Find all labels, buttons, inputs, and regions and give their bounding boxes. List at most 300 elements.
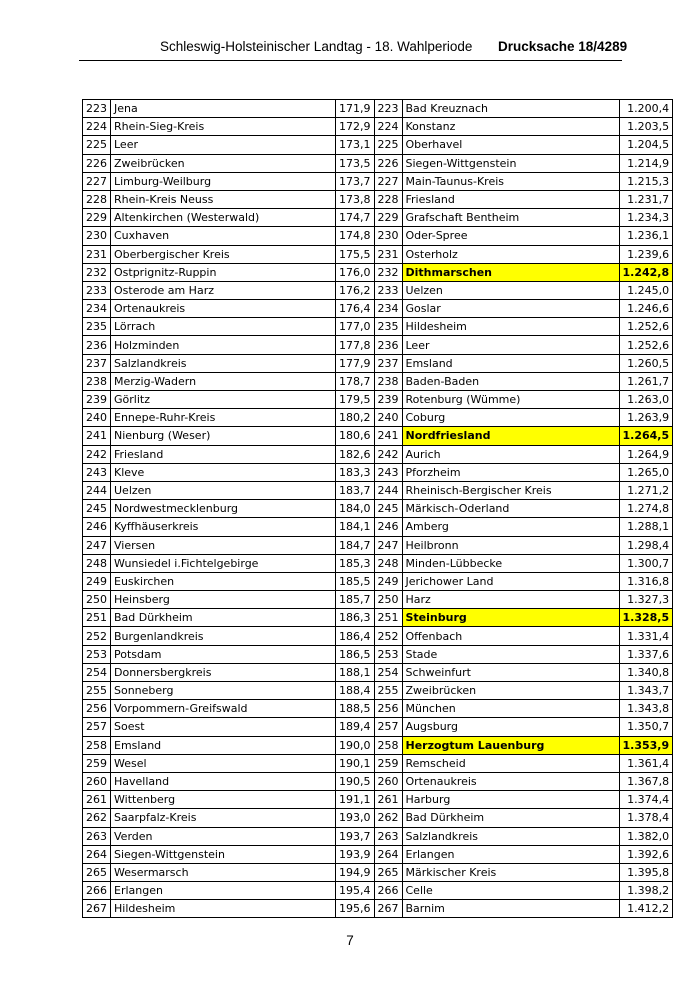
table-row <box>83 372 673 390</box>
ranking-table-body <box>83 100 673 918</box>
left-rank-cell: 229 <box>83 209 111 227</box>
right-district-cell: Osterholz <box>402 245 619 263</box>
right-district-cell: Offenbach <box>402 627 619 645</box>
right-rank-cell: 264 <box>374 845 402 863</box>
right-rank-cell: 244 <box>374 481 402 499</box>
right-value-cell: 1.236,1 <box>619 227 673 245</box>
right-rank-cell: 256 <box>374 700 402 718</box>
table-row <box>83 463 673 481</box>
left-rank-cell: 228 <box>83 190 111 208</box>
table-row <box>83 900 673 918</box>
left-value-cell: 195,4 <box>336 882 375 900</box>
table-row <box>83 300 673 318</box>
right-district-cell: Märkischer Kreis <box>402 863 619 881</box>
left-value-cell: 173,7 <box>336 172 375 190</box>
table-row <box>83 500 673 518</box>
table-row <box>83 281 673 299</box>
left-district-cell: Osterode am Harz <box>111 281 336 299</box>
right-value-cell: 1.274,8 <box>619 500 673 518</box>
right-district-cell: Main-Taunus-Kreis <box>402 172 619 190</box>
left-rank-cell: 244 <box>83 481 111 499</box>
right-rank-cell: 245 <box>374 500 402 518</box>
left-rank-cell: 241 <box>83 427 111 445</box>
right-value-cell: 1.398,2 <box>619 882 673 900</box>
table-row <box>83 445 673 463</box>
table-row <box>83 118 673 136</box>
left-rank-cell: 243 <box>83 463 111 481</box>
table-row <box>83 318 673 336</box>
ranking-table <box>82 99 673 918</box>
left-value-cell: 182,6 <box>336 445 375 463</box>
right-value-cell: 1.298,4 <box>619 536 673 554</box>
right-value-cell: 1.252,6 <box>619 336 673 354</box>
left-value-cell: 190,5 <box>336 772 375 790</box>
left-rank-cell: 234 <box>83 300 111 318</box>
table-row <box>83 572 673 590</box>
right-rank-cell: 254 <box>374 663 402 681</box>
left-district-cell: Donnersbergkreis <box>111 663 336 681</box>
right-value-cell: 1.234,3 <box>619 209 673 227</box>
left-district-cell: Uelzen <box>111 481 336 499</box>
left-rank-cell: 254 <box>83 663 111 681</box>
left-rank-cell: 251 <box>83 609 111 627</box>
left-rank-cell: 259 <box>83 754 111 772</box>
table-row <box>83 772 673 790</box>
right-district-cell: Hildesheim <box>402 318 619 336</box>
left-district-cell: Jena <box>111 100 336 118</box>
left-district-cell: Nienburg (Weser) <box>111 427 336 445</box>
left-rank-cell: 260 <box>83 772 111 790</box>
right-rank-cell: 257 <box>374 718 402 736</box>
table-row <box>83 645 673 663</box>
right-rank-cell: 263 <box>374 827 402 845</box>
left-rank-cell: 263 <box>83 827 111 845</box>
left-district-cell: Holzminden <box>111 336 336 354</box>
left-rank-cell: 252 <box>83 627 111 645</box>
right-district-cell: Jerichower Land <box>402 572 619 590</box>
right-value-cell: 1.264,5 <box>619 427 673 445</box>
left-value-cell: 176,0 <box>336 263 375 281</box>
left-rank-cell: 255 <box>83 682 111 700</box>
left-district-cell: Potsdam <box>111 645 336 663</box>
left-district-cell: Altenkirchen (Westerwald) <box>111 209 336 227</box>
right-value-cell: 1.264,9 <box>619 445 673 463</box>
right-rank-cell: 243 <box>374 463 402 481</box>
left-rank-cell: 245 <box>83 500 111 518</box>
right-district-cell: Salzlandkreis <box>402 827 619 845</box>
left-district-cell: Cuxhaven <box>111 227 336 245</box>
right-value-cell: 1.260,5 <box>619 354 673 372</box>
right-district-cell: Barnim <box>402 900 619 918</box>
right-rank-cell: 259 <box>374 754 402 772</box>
left-value-cell: 188,4 <box>336 682 375 700</box>
left-value-cell: 189,4 <box>336 718 375 736</box>
right-value-cell: 1.343,7 <box>619 682 673 700</box>
table-row <box>83 882 673 900</box>
left-rank-cell: 236 <box>83 336 111 354</box>
table-row <box>83 100 673 118</box>
right-value-cell: 1.328,5 <box>619 609 673 627</box>
right-rank-cell: 235 <box>374 318 402 336</box>
right-district-cell: Oberhavel <box>402 136 619 154</box>
left-value-cell: 173,5 <box>336 154 375 172</box>
right-value-cell: 1.288,1 <box>619 518 673 536</box>
table-row <box>83 554 673 572</box>
right-district-cell: Märkisch-Oderland <box>402 500 619 518</box>
right-value-cell: 1.300,7 <box>619 554 673 572</box>
left-district-cell: Leer <box>111 136 336 154</box>
right-value-cell: 1.343,8 <box>619 700 673 718</box>
left-value-cell: 185,7 <box>336 591 375 609</box>
left-district-cell: Görlitz <box>111 391 336 409</box>
right-value-cell: 1.265,0 <box>619 463 673 481</box>
left-rank-cell: 224 <box>83 118 111 136</box>
left-value-cell: 184,7 <box>336 536 375 554</box>
left-rank-cell: 238 <box>83 372 111 390</box>
right-district-cell: Konstanz <box>402 118 619 136</box>
right-rank-cell: 229 <box>374 209 402 227</box>
left-district-cell: Euskirchen <box>111 572 336 590</box>
right-district-cell: Dithmarschen <box>402 263 619 281</box>
right-district-cell: Aurich <box>402 445 619 463</box>
right-district-cell: Coburg <box>402 409 619 427</box>
left-rank-cell: 237 <box>83 354 111 372</box>
left-value-cell: 193,7 <box>336 827 375 845</box>
left-value-cell: 183,3 <box>336 463 375 481</box>
right-district-cell: Baden-Baden <box>402 372 619 390</box>
right-district-cell: Ortenaukreis <box>402 772 619 790</box>
left-value-cell: 194,9 <box>336 863 375 881</box>
right-value-cell: 1.382,0 <box>619 827 673 845</box>
right-rank-cell: 242 <box>374 445 402 463</box>
left-value-cell: 177,9 <box>336 354 375 372</box>
table-row <box>83 172 673 190</box>
left-district-cell: Wittenberg <box>111 791 336 809</box>
left-value-cell: 175,5 <box>336 245 375 263</box>
right-value-cell: 1.327,3 <box>619 591 673 609</box>
left-rank-cell: 239 <box>83 391 111 409</box>
left-district-cell: Kyffhäuserkreis <box>111 518 336 536</box>
left-rank-cell: 230 <box>83 227 111 245</box>
left-rank-cell: 264 <box>83 845 111 863</box>
left-district-cell: Lörrach <box>111 318 336 336</box>
table-row <box>83 627 673 645</box>
table-row <box>83 682 673 700</box>
right-rank-cell: 247 <box>374 536 402 554</box>
left-value-cell: 172,9 <box>336 118 375 136</box>
page-number: 7 <box>346 933 354 948</box>
table-row <box>83 263 673 281</box>
right-district-cell: Emsland <box>402 354 619 372</box>
right-value-cell: 1.353,9 <box>619 736 673 754</box>
left-value-cell: 174,7 <box>336 209 375 227</box>
left-value-cell: 177,0 <box>336 318 375 336</box>
table-row <box>83 136 673 154</box>
right-district-cell: Bad Kreuznach <box>402 100 619 118</box>
right-district-cell: Augsburg <box>402 718 619 736</box>
right-rank-cell: 231 <box>374 245 402 263</box>
right-district-cell: Zweibrücken <box>402 682 619 700</box>
right-value-cell: 1.214,9 <box>619 154 673 172</box>
table-row <box>83 354 673 372</box>
right-district-cell: Grafschaft Bentheim <box>402 209 619 227</box>
right-district-cell: Goslar <box>402 300 619 318</box>
right-rank-cell: 261 <box>374 791 402 809</box>
left-rank-cell: 226 <box>83 154 111 172</box>
right-rank-cell: 238 <box>374 372 402 390</box>
left-rank-cell: 248 <box>83 554 111 572</box>
left-rank-cell: 242 <box>83 445 111 463</box>
table-row <box>83 391 673 409</box>
right-value-cell: 1.367,8 <box>619 772 673 790</box>
right-value-cell: 1.245,0 <box>619 281 673 299</box>
table-row <box>83 190 673 208</box>
left-district-cell: Limburg-Weilburg <box>111 172 336 190</box>
right-rank-cell: 233 <box>374 281 402 299</box>
left-district-cell: Soest <box>111 718 336 736</box>
right-district-cell: Celle <box>402 882 619 900</box>
left-rank-cell: 235 <box>83 318 111 336</box>
right-value-cell: 1.261,7 <box>619 372 673 390</box>
right-value-cell: 1.252,6 <box>619 318 673 336</box>
left-rank-cell: 240 <box>83 409 111 427</box>
right-value-cell: 1.231,7 <box>619 190 673 208</box>
table-row <box>83 754 673 772</box>
left-district-cell: Merzig-Wadern <box>111 372 336 390</box>
document-number: Drucksache 18/4289 <box>498 39 628 54</box>
right-rank-cell: 241 <box>374 427 402 445</box>
table-row <box>83 245 673 263</box>
left-value-cell: 193,9 <box>336 845 375 863</box>
left-district-cell: Emsland <box>111 736 336 754</box>
table-row <box>83 409 673 427</box>
right-rank-cell: 250 <box>374 591 402 609</box>
left-district-cell: Ortenaukreis <box>111 300 336 318</box>
right-district-cell: Steinburg <box>402 609 619 627</box>
table-row <box>83 591 673 609</box>
table-row <box>83 609 673 627</box>
left-value-cell: 173,1 <box>336 136 375 154</box>
left-district-cell: Nordwestmecklenburg <box>111 500 336 518</box>
right-district-cell: Oder-Spree <box>402 227 619 245</box>
right-value-cell: 1.215,3 <box>619 172 673 190</box>
left-district-cell: Rhein-Sieg-Kreis <box>111 118 336 136</box>
right-district-cell: Schweinfurt <box>402 663 619 681</box>
document-header-title: Schleswig-Holsteinischer Landtag - 18. Wahlperiode <box>160 39 473 54</box>
right-value-cell: 1.271,2 <box>619 481 673 499</box>
left-district-cell: Erlangen <box>111 882 336 900</box>
left-value-cell: 180,6 <box>336 427 375 445</box>
right-rank-cell: 246 <box>374 518 402 536</box>
right-rank-cell: 237 <box>374 354 402 372</box>
left-district-cell: Burgenlandkreis <box>111 627 336 645</box>
right-district-cell: Leer <box>402 336 619 354</box>
left-rank-cell: 262 <box>83 809 111 827</box>
right-district-cell: Uelzen <box>402 281 619 299</box>
left-district-cell: Rhein-Kreis Neuss <box>111 190 336 208</box>
left-district-cell: Wesermarsch <box>111 863 336 881</box>
left-district-cell: Verden <box>111 827 336 845</box>
right-value-cell: 1.203,5 <box>619 118 673 136</box>
right-value-cell: 1.246,6 <box>619 300 673 318</box>
right-rank-cell: 234 <box>374 300 402 318</box>
left-value-cell: 184,1 <box>336 518 375 536</box>
left-rank-cell: 266 <box>83 882 111 900</box>
right-value-cell: 1.392,6 <box>619 845 673 863</box>
right-district-cell: Erlangen <box>402 845 619 863</box>
right-rank-cell: 224 <box>374 118 402 136</box>
right-district-cell: Friesland <box>402 190 619 208</box>
right-value-cell: 1.200,4 <box>619 100 673 118</box>
table-row <box>83 845 673 863</box>
right-district-cell: Bad Dürkheim <box>402 809 619 827</box>
left-rank-cell: 253 <box>83 645 111 663</box>
left-value-cell: 190,1 <box>336 754 375 772</box>
left-value-cell: 186,4 <box>336 627 375 645</box>
left-rank-cell: 233 <box>83 281 111 299</box>
right-rank-cell: 230 <box>374 227 402 245</box>
right-rank-cell: 236 <box>374 336 402 354</box>
left-district-cell: Bad Dürkheim <box>111 609 336 627</box>
left-district-cell: Saarpfalz-Kreis <box>111 809 336 827</box>
left-value-cell: 195,6 <box>336 900 375 918</box>
left-value-cell: 188,5 <box>336 700 375 718</box>
right-value-cell: 1.242,8 <box>619 263 673 281</box>
right-rank-cell: 248 <box>374 554 402 572</box>
left-district-cell: Wesel <box>111 754 336 772</box>
left-rank-cell: 246 <box>83 518 111 536</box>
left-district-cell: Friesland <box>111 445 336 463</box>
left-rank-cell: 249 <box>83 572 111 590</box>
header-divider <box>79 60 622 61</box>
left-district-cell: Sonneberg <box>111 682 336 700</box>
table-row <box>83 863 673 881</box>
right-rank-cell: 228 <box>374 190 402 208</box>
left-rank-cell: 232 <box>83 263 111 281</box>
table-row <box>83 827 673 845</box>
left-district-cell: Siegen-Wittgenstein <box>111 845 336 863</box>
table-row <box>83 427 673 445</box>
right-district-cell: Siegen-Wittgenstein <box>402 154 619 172</box>
right-district-cell: Minden-Lübbecke <box>402 554 619 572</box>
right-rank-cell: 262 <box>374 809 402 827</box>
left-value-cell: 171,9 <box>336 100 375 118</box>
left-value-cell: 185,5 <box>336 572 375 590</box>
left-rank-cell: 267 <box>83 900 111 918</box>
table-row <box>83 736 673 754</box>
left-district-cell: Hildesheim <box>111 900 336 918</box>
right-value-cell: 1.239,6 <box>619 245 673 263</box>
right-value-cell: 1.337,6 <box>619 645 673 663</box>
left-rank-cell: 261 <box>83 791 111 809</box>
right-value-cell: 1.378,4 <box>619 809 673 827</box>
left-value-cell: 177,8 <box>336 336 375 354</box>
left-district-cell: Wunsiedel i.Fichtelgebirge <box>111 554 336 572</box>
left-value-cell: 186,3 <box>336 609 375 627</box>
right-value-cell: 1.263,0 <box>619 391 673 409</box>
table-row <box>83 663 673 681</box>
table-row <box>83 209 673 227</box>
left-district-cell: Kleve <box>111 463 336 481</box>
right-rank-cell: 258 <box>374 736 402 754</box>
left-value-cell: 174,8 <box>336 227 375 245</box>
left-rank-cell: 247 <box>83 536 111 554</box>
right-district-cell: Amberg <box>402 518 619 536</box>
table-row <box>83 481 673 499</box>
right-value-cell: 1.350,7 <box>619 718 673 736</box>
right-value-cell: 1.361,4 <box>619 754 673 772</box>
left-value-cell: 188,1 <box>336 663 375 681</box>
right-rank-cell: 240 <box>374 409 402 427</box>
left-value-cell: 176,2 <box>336 281 375 299</box>
left-value-cell: 180,2 <box>336 409 375 427</box>
right-value-cell: 1.412,2 <box>619 900 673 918</box>
right-rank-cell: 232 <box>374 263 402 281</box>
left-district-cell: Ostprignitz-Ruppin <box>111 263 336 281</box>
left-district-cell: Vorpommern-Greifswald <box>111 700 336 718</box>
right-rank-cell: 225 <box>374 136 402 154</box>
left-district-cell: Salzlandkreis <box>111 354 336 372</box>
left-rank-cell: 250 <box>83 591 111 609</box>
table-row <box>83 809 673 827</box>
right-district-cell: Stade <box>402 645 619 663</box>
right-value-cell: 1.340,8 <box>619 663 673 681</box>
left-rank-cell: 265 <box>83 863 111 881</box>
right-district-cell: Rotenburg (Wümme) <box>402 391 619 409</box>
left-rank-cell: 223 <box>83 100 111 118</box>
left-rank-cell: 231 <box>83 245 111 263</box>
right-value-cell: 1.263,9 <box>619 409 673 427</box>
table-row <box>83 791 673 809</box>
right-value-cell: 1.395,8 <box>619 863 673 881</box>
left-district-cell: Viersen <box>111 536 336 554</box>
left-rank-cell: 225 <box>83 136 111 154</box>
right-district-cell: Herzogtum Lauenburg <box>402 736 619 754</box>
right-district-cell: Harz <box>402 591 619 609</box>
left-district-cell: Havelland <box>111 772 336 790</box>
right-district-cell: Pforzheim <box>402 463 619 481</box>
right-value-cell: 1.316,8 <box>619 572 673 590</box>
left-value-cell: 176,4 <box>336 300 375 318</box>
right-rank-cell: 226 <box>374 154 402 172</box>
left-rank-cell: 256 <box>83 700 111 718</box>
right-district-cell: Harburg <box>402 791 619 809</box>
left-value-cell: 193,0 <box>336 809 375 827</box>
left-value-cell: 184,0 <box>336 500 375 518</box>
left-value-cell: 178,7 <box>336 372 375 390</box>
left-value-cell: 191,1 <box>336 791 375 809</box>
table-row <box>83 700 673 718</box>
right-district-cell: Rheinisch-Bergischer Kreis <box>402 481 619 499</box>
left-rank-cell: 258 <box>83 736 111 754</box>
right-rank-cell: 255 <box>374 682 402 700</box>
left-rank-cell: 257 <box>83 718 111 736</box>
right-value-cell: 1.374,4 <box>619 791 673 809</box>
left-value-cell: 179,5 <box>336 391 375 409</box>
right-rank-cell: 267 <box>374 900 402 918</box>
left-value-cell: 183,7 <box>336 481 375 499</box>
table-row <box>83 336 673 354</box>
left-district-cell: Zweibrücken <box>111 154 336 172</box>
right-rank-cell: 253 <box>374 645 402 663</box>
right-district-cell: Heilbronn <box>402 536 619 554</box>
right-value-cell: 1.331,4 <box>619 627 673 645</box>
right-rank-cell: 227 <box>374 172 402 190</box>
left-value-cell: 190,0 <box>336 736 375 754</box>
right-rank-cell: 239 <box>374 391 402 409</box>
left-district-cell: Ennepe-Ruhr-Kreis <box>111 409 336 427</box>
table-row <box>83 518 673 536</box>
